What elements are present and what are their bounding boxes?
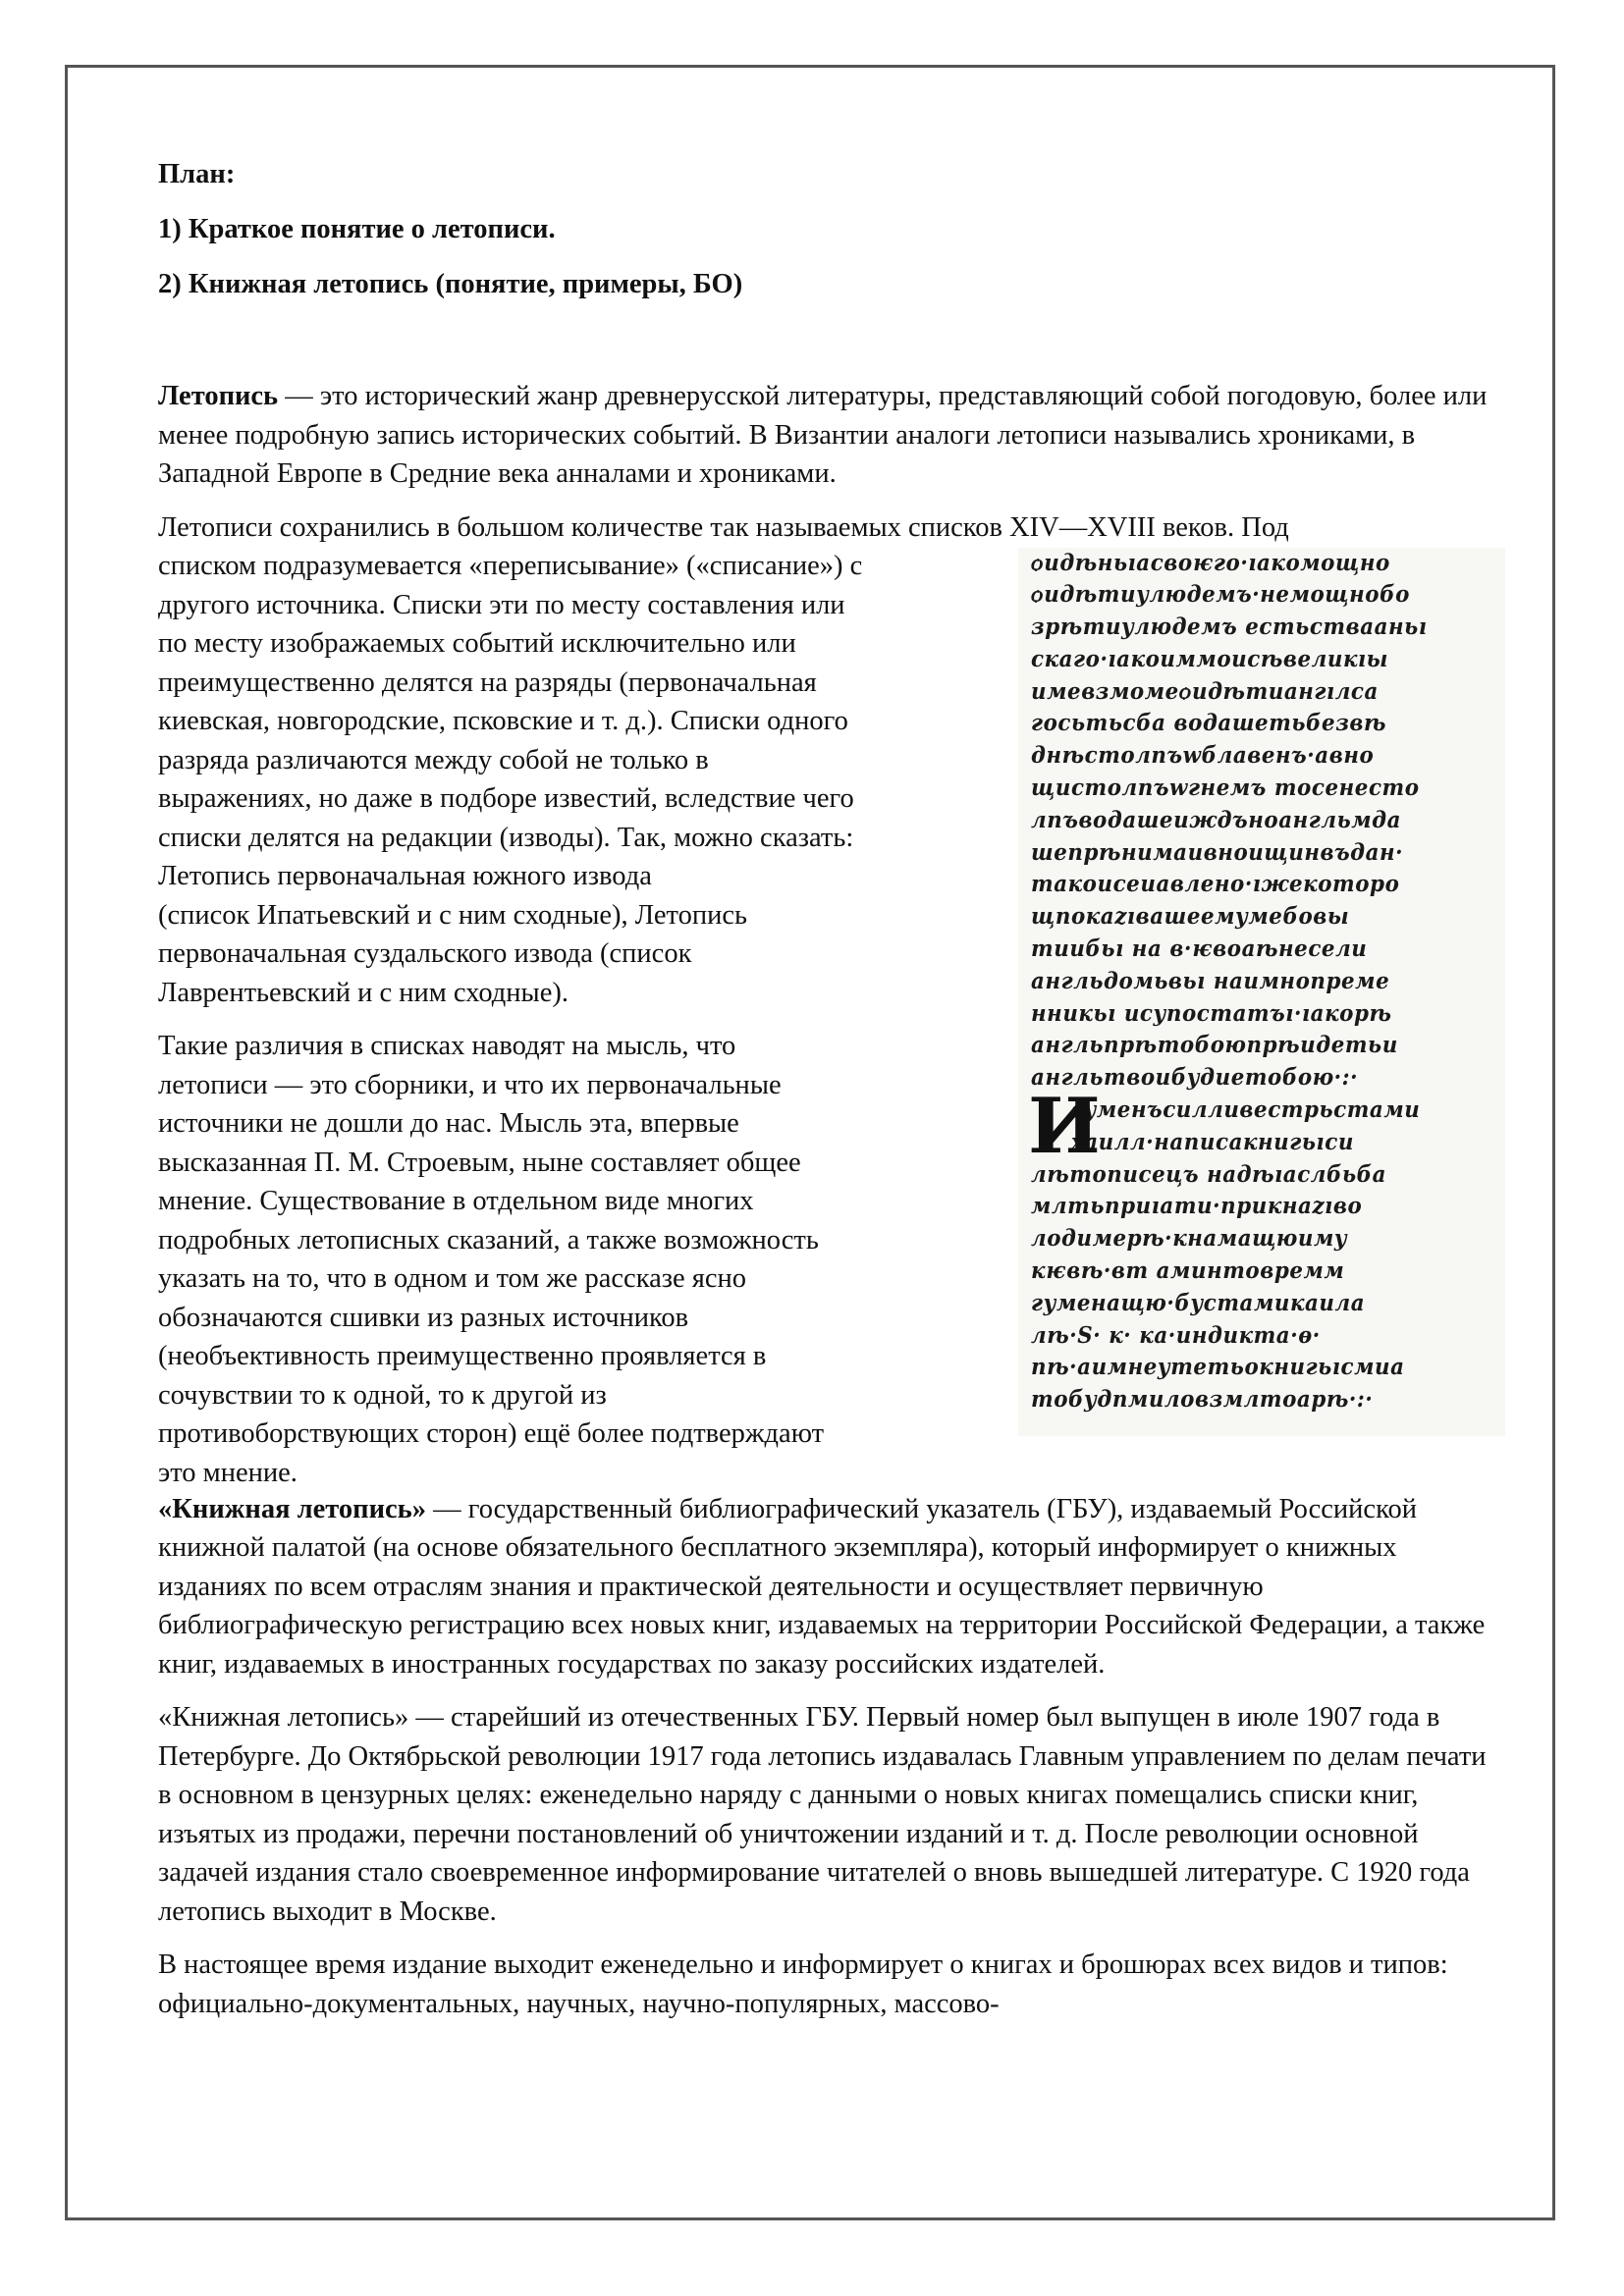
paragraph-line: летописи — это сборники, и что их первоначальные (158, 1069, 782, 1100)
manuscript-line: нникьı исупостатъı·ıакорѣ (1031, 999, 1392, 1027)
lists-section (158, 508, 1503, 1490)
paragraph-line: первоначальная суздальского извода (список (158, 938, 692, 969)
term-knizhnaya-letopis: «Книжная летопись» (158, 1493, 426, 1524)
manuscript-line: имевзмомеѻидѣтиангıлса (1031, 677, 1379, 705)
manuscript-image (1018, 548, 1505, 1436)
manuscript-line: такоисеиавлено·ıжекоторо (1031, 871, 1400, 898)
paragraph-line: мнение. Существование в отдельном виде многих (158, 1186, 754, 1216)
page-frame (65, 65, 1555, 2220)
paragraph-line: Летописи сохранились в большом количестве так называемых списков XIV—XVIII веков. Под (158, 511, 1289, 543)
term-letopis: Летопись (158, 381, 279, 411)
manuscript-line: лпъводашеиждъноангльмда (1031, 806, 1401, 833)
paragraph-line: по месту изображаемых событий исключительно или (158, 628, 796, 659)
plan-title: План: (158, 159, 236, 189)
paragraph-line: указать на то, что в одном и том же рассказе ясно (158, 1263, 747, 1294)
paragraph-line: (необъективность преимущественно проявляется в (158, 1341, 767, 1371)
manuscript-line: англьтвоибудиетобою·:· (1031, 1064, 1359, 1092)
manuscript-line: скаго·ıакоиммоисѣвеликıы (1031, 645, 1388, 672)
manuscript-line: гуменащю·бустамикаила (1031, 1289, 1366, 1316)
paragraph-compilations (158, 1027, 1002, 1492)
manuscript-line: щпокаzıвашеемумебовы (1031, 903, 1350, 931)
manuscript-line: ѻидѣтиулюдемъ·немощнобо (1031, 581, 1410, 609)
paragraph-history: «Книжная летопись» — старейший из отечественных ГБУ. Первый номер был выпущен в июле 1907 года в Петербурге. До Октябрьской революции 1917 года летопись издавалась Главным управлением по делам печати в основном в цензурных целях: еженедельно наряду с данными о новых книгах помещались списки книг, изъятых из продажи, перечни постановлений об уничтожении изданий и т. д. После революции основной задачей издания стало своевременное информирование читателей о вновь вышедшей литературе. С 1920 года летопись выходит в Москве. (158, 1702, 1487, 1927)
paragraph-line: это мнение. (158, 1457, 298, 1488)
manuscript-line: англьпрѣтобоюпрѣидетьи (1031, 1032, 1398, 1059)
manuscript-line: лѣ·Ѕ· к· ка·индикта·ѳ· (1031, 1321, 1321, 1349)
paragraph-line: Лаврентьевский и с ним сходные). (158, 977, 568, 1008)
paragraph-line: выражениях, но даже в подборе известий, вследствие чего (158, 783, 854, 814)
paragraph-line: другого источника. Списки эти по месту составления или (158, 589, 845, 620)
document-body (158, 156, 1503, 2023)
manuscript-line: госьтьсба водашетьбезвѣ (1031, 710, 1387, 737)
plan-section (158, 156, 1503, 302)
manuscript-line: хаилл·написакнигьıси (1070, 1128, 1354, 1155)
paragraph-line: обозначаются сшивки из разных источников (158, 1302, 689, 1333)
knizhnaya-definition-text: — государственный библиографический указатель (ГБУ), издаваемый Российской книжной палатой (на основе обязательного бесплатного экземпляра), который информирует о книжных изданиях по всем отраслям знания и практической деятельности и осуществляет первичную библиографическую регистрацию всех новых книг, издаваемых на территории Российской Федерации, а также книг, издаваемых в иностранных государствах по заказу российских издателей. (158, 1493, 1486, 1680)
plan-item-1: 1) Краткое понятие о летописи. (158, 214, 556, 244)
manuscript-line: кѥвѣ·вт аминтовремм (1031, 1257, 1345, 1285)
paragraph-line: киевская, новгородские, псковские и т. д.). Списки одного (158, 706, 848, 736)
manuscript-dropcap: И (1028, 1082, 1101, 1172)
manuscript-line: млтьприıати·прикнаzıво (1031, 1193, 1363, 1220)
paragraph-line: (список Ипатьевский и с ним сходные), Летопись (158, 899, 748, 931)
manuscript-line: тиибьı на в·ѥвоаѣнесели (1031, 935, 1368, 963)
manuscript-line: лодимерѣ·кнамащюиму (1031, 1225, 1348, 1253)
manuscript-line: англьдомьвьı наимнопреме (1031, 967, 1390, 994)
manuscript-line: зрѣтиулюдемъ естьствааньı (1031, 614, 1428, 641)
manuscript-line: шепрѣнимаивноищинвъдан· (1031, 838, 1404, 866)
manuscript-line: ѻидѣньıасвоѥго·ıакомощно (1031, 549, 1390, 576)
paragraph-line: Такие различия в списках наводят на мысль, что (158, 1031, 736, 1061)
paragraph-present: В настоящее время издание выходит еженедельно и информирует о книгах и брошюрах всех видов и типов: официально-документальных, научных, научно-популярных, массово- (158, 1949, 1448, 2019)
paragraph-knizhnaya (158, 1490, 1503, 1684)
manuscript-line: пѣ·аимнеутетьокнигьıсмиа (1031, 1354, 1405, 1381)
definition-text: — это исторический жанр древнерусской литературы, представляющий собой погодовую, более или менее подробную запись исторических событий. В Византии аналоги летописи назывались хрониками, в Западной Европе в Средние века анналами и хрониками. (158, 381, 1488, 489)
paragraph-line: списки делятся на редакции (изводы). Так, можно сказать: (158, 822, 854, 853)
paragraph-line: противоборствующих сторон) ещё более подтверждают (158, 1418, 825, 1449)
paragraph-line: разряда различаются между собой не только в (158, 744, 709, 775)
paragraph-line: высказанная П. М. Строевым, ныне составляет общее (158, 1147, 801, 1178)
paragraph-line: подробных летописных сказаний, а также возможность (158, 1224, 819, 1255)
paragraph-line: сочувствии то к одной, то к другой из (158, 1379, 607, 1411)
paragraph-line: списком подразумевается «переписывание» («списание») с (158, 551, 863, 581)
plan-item-2: 2) Книжная летопись (понятие, примеры, БО) (158, 269, 743, 299)
manuscript-line: днѣстолпъwблавенъ·авно (1031, 742, 1375, 770)
paragraph-definition (158, 377, 1503, 494)
paragraph-line: источники не дошли до нас. Мысль эта, впервые (158, 1108, 739, 1139)
manuscript-line: тобудпмиловзмлтоарѣ·:· (1031, 1386, 1374, 1414)
manuscript-line: лѣтописецъ надѣıаслбьба (1031, 1160, 1387, 1188)
paragraph-line: Летопись первоначальная южного извода (158, 861, 652, 891)
manuscript-line: гуменъсилливестрьстами (1070, 1096, 1421, 1124)
manuscript-line: щистолпъwгнемъ тосенесто (1031, 774, 1420, 802)
paragraph-line: преимущественно делятся на разряды (первоначальная (158, 667, 817, 698)
